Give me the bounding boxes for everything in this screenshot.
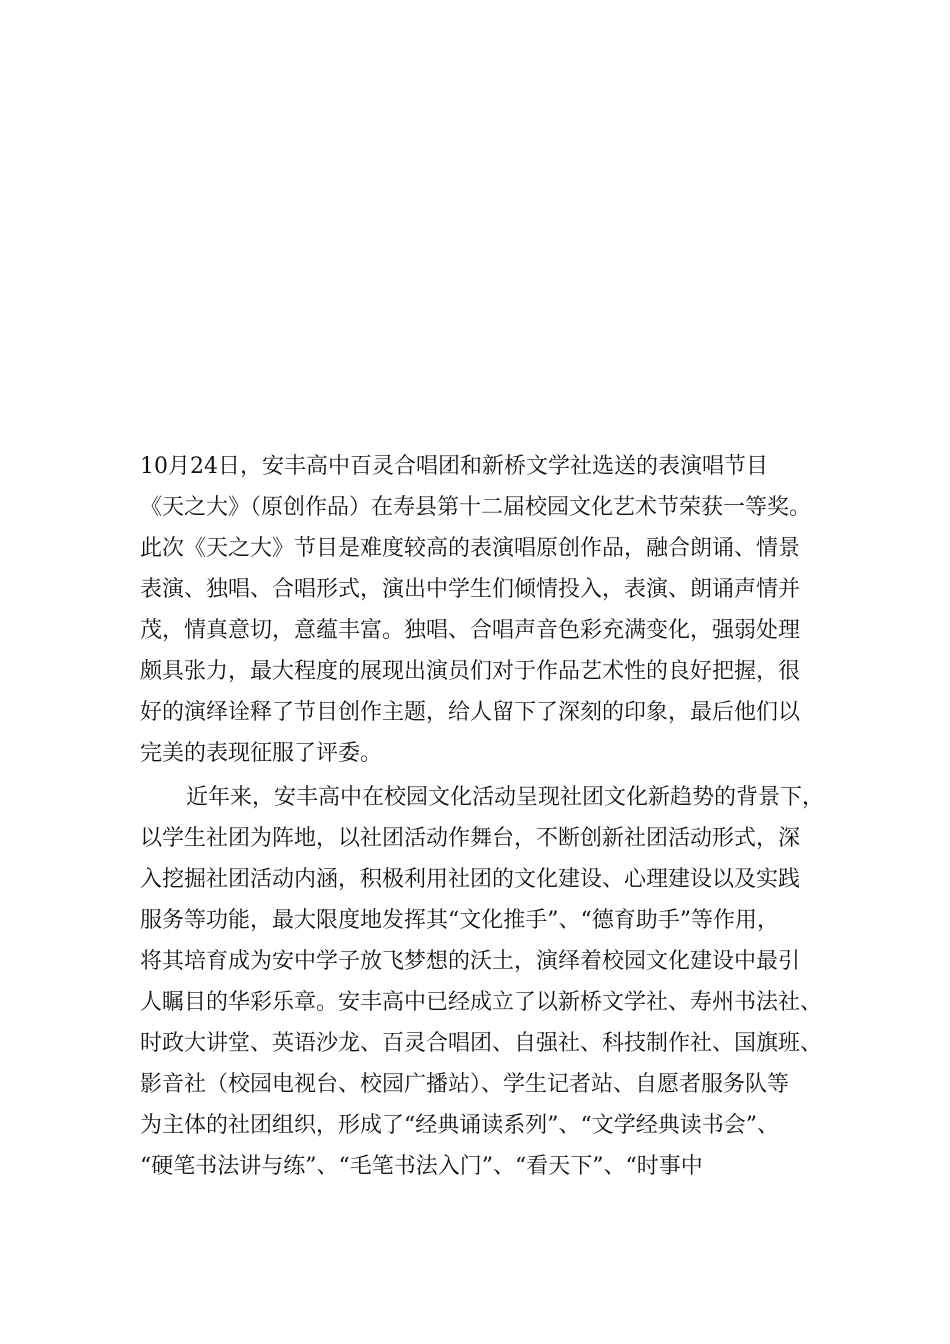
- paragraph-line: 将其培育成为安中学子放飞梦想的沃土，演绎着校园文化建设中最引: [140, 949, 801, 974]
- paragraph-line: 10月24日，安丰高中百灵合唱团和新桥文学社选送的表演唱节目: [140, 454, 768, 479]
- paragraph-line: 好的演绎诠释了节目创作主题，给人留下了深刻的印象，最后他们以: [140, 700, 801, 725]
- paragraph-line: 完美的表现征服了评委。: [140, 741, 383, 766]
- paragraph-line: 茂，情真意切，意蕴丰富。独唱、合唱声音色彩充满变化，强弱处理: [140, 618, 801, 643]
- paragraph-2: [140, 777, 840, 1187]
- paragraph-line: 人瞩目的华彩乐章。安丰高中已经成立了以新桥文学社、寿州书法社、: [140, 990, 823, 1015]
- paragraph-line: 《天之大》（原创作品）在寿县第十二届校园文化艺术节荣获一等奖。: [140, 495, 812, 520]
- paragraph-line: 影音社（校园电视台、校园广播站）、学生记者站、自愿者服务队等: [140, 1072, 790, 1097]
- paragraph-line: 入挖掘社团活动内涵，积极利用社团的文化建设、心理建设以及实践: [140, 867, 801, 892]
- paragraph-line: 服务等功能，最大限度地发挥其“文化推手”、“德育助手”等作用，: [140, 908, 779, 933]
- paragraph-line: 颇具张力，最大程度的展现出演员们对于作品艺术性的良好把握，很: [140, 659, 801, 684]
- paragraph-line: 为主体的社团组织，形成了“经典诵读系列”、“文学经典读书会”、: [140, 1113, 779, 1138]
- paragraph-line: “硬笔书法讲与练”、“毛笔书法入门”、“看天下”、“时事中: [140, 1154, 703, 1179]
- body-text: [140, 446, 840, 1187]
- paragraph-line: 近年来，安丰高中在校园文化活动呈现社团文化新趋势的背景下，: [186, 785, 825, 810]
- paragraph-line: 以学生社团为阵地，以社团活动作舞台，不断创新社团活动形式，深: [140, 826, 801, 851]
- paragraph-line: 表演、独唱、合唱形式，演出中学生们倾情投入，表演、朗诵声情并: [140, 577, 801, 602]
- paragraph-line: 此次《天之大》节目是难度较高的表演唱原创作品，融合朗诵、情景: [140, 536, 801, 561]
- paragraph-1: [140, 446, 840, 774]
- paragraph-line: 时政大讲堂、英语沙龙、百灵合唱团、自强社、科技制作社、国旗班、: [140, 1031, 823, 1056]
